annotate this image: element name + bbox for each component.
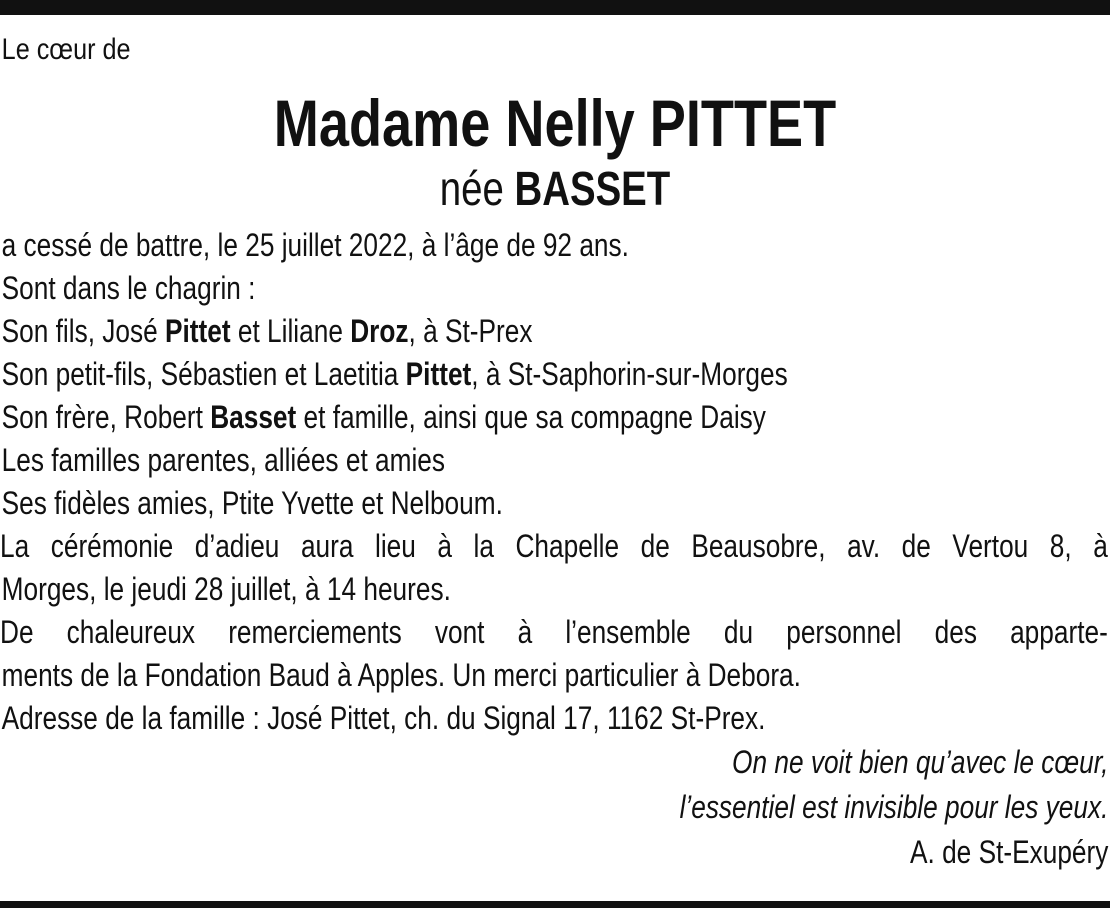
family-son-partner-surname: Droz [350, 313, 409, 349]
maiden-surname: BASSET [514, 163, 671, 216]
obituary-notice [0, 26, 1110, 875]
family-brother-text: Son frère, Robert [1, 399, 211, 435]
thanks-line-1: De chaleureux remerciements vont à l’ensemble du personnel des apparte- [0, 614, 1108, 650]
family-brother-surname: Basset [210, 399, 297, 435]
ceremony-line-2: Morges, le jeudi 28 juillet, à 14 heures. [1, 571, 451, 607]
quote-author: A. de St-Exupéry [910, 834, 1109, 870]
family-son-surname: Pittet [164, 313, 231, 349]
quote-line-2: l’essentiel est invisible pour les yeux. [679, 789, 1109, 825]
family-son-text: Son fils, José [1, 313, 165, 349]
notice-body [0, 224, 1110, 740]
family-grandson-line [0, 353, 910, 396]
maiden-name [111, 162, 999, 218]
family-son-text-2: et Liliane [230, 313, 351, 349]
top-border-rule [0, 0, 1110, 15]
family-son-location: , à St-Prex [408, 313, 533, 349]
address-line: Adresse de la famille : José Pittet, ch. du Signal 17, 1162 St-Prex. [1, 700, 766, 736]
thanks-line-2: ments de la Fondation Baud à Apples. Un merci particulier à Debora. [1, 657, 801, 693]
announcement-line: a cessé de battre, le 25 juillet 2022, à l’âge de 92 ans. [1, 227, 629, 263]
family-grandson-location: , à St-Saphorin-sur-Morges [471, 356, 788, 392]
ceremony-line-1: La cérémonie d’adieu aura lieu à la Chapelle de Beausobre, av. de Vertou 8, à [0, 528, 1108, 564]
intro-text: Le cœur de [1, 33, 131, 66]
quote-line-1: On ne voit bien qu’avec le cœur, [732, 744, 1109, 780]
grief-intro-line: Sont dans le chagrin : [1, 270, 256, 306]
bottom-border-rule [0, 901, 1110, 908]
family-son-line [0, 310, 910, 353]
family-brother-text-2: et famille, ainsi que sa compagne Daisy [296, 399, 766, 435]
families-line: Les familles parentes, alliées et amies [1, 442, 446, 478]
family-brother-line [0, 396, 910, 439]
family-grandson-surname: Pittet [405, 356, 472, 392]
maiden-prefix: née [439, 163, 504, 216]
friends-line: Ses fidèles amies, Ptite Yvette et Nelboum. [1, 485, 503, 521]
family-grandson-text: Son petit-fils, Sébastien et Laetitia [1, 356, 406, 392]
deceased-name: Madame Nelly PITTET [273, 86, 837, 160]
